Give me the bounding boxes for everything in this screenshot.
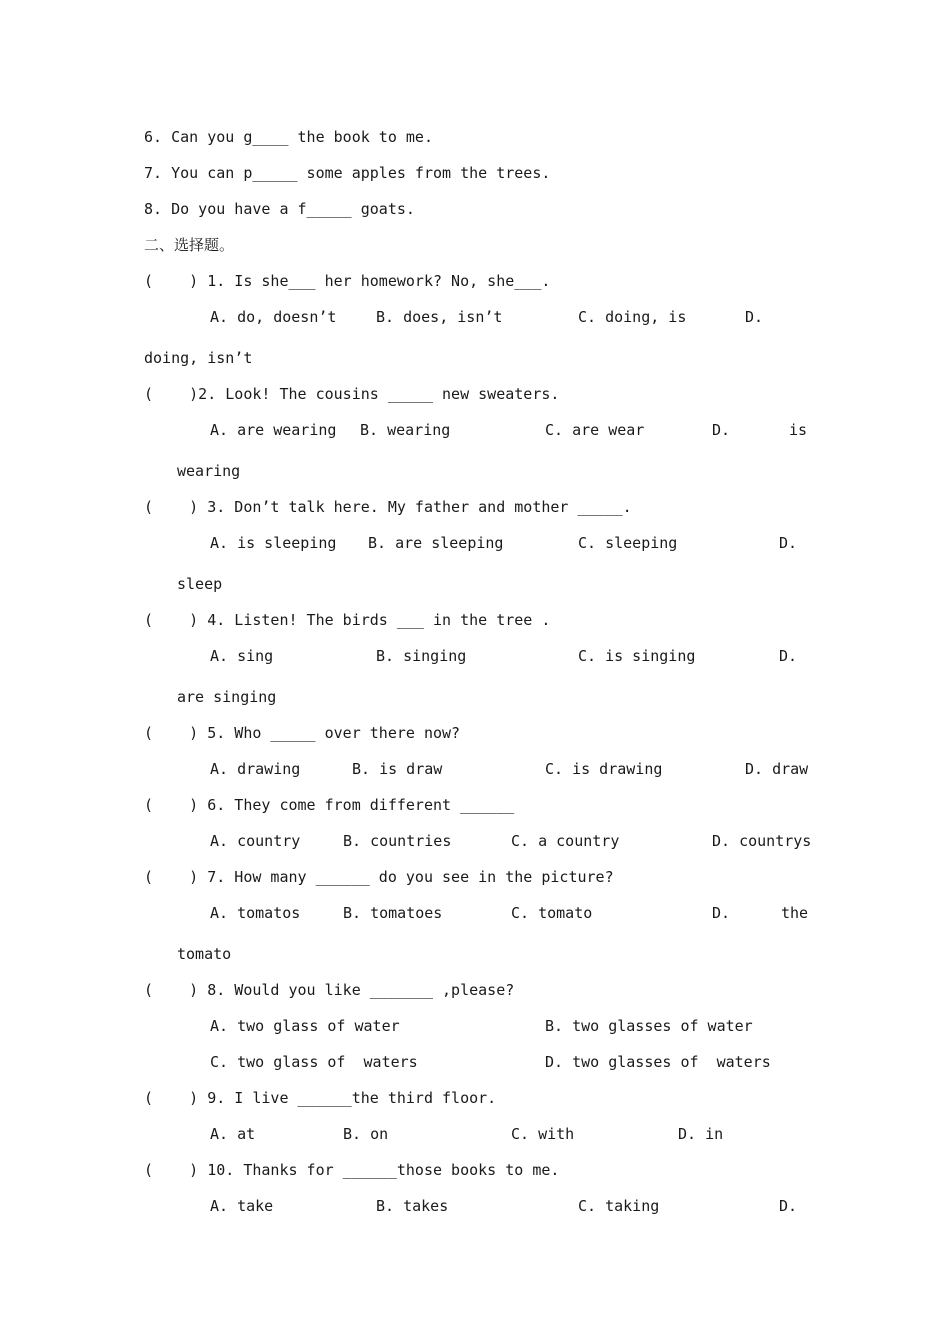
question-stem: ( ) 9. I live ______the third floor. xyxy=(144,1089,497,1107)
option-b: B. tomatoes xyxy=(343,904,443,922)
option-d: D. two glasses of waters xyxy=(545,1053,771,1071)
option-d: D. in xyxy=(678,1125,724,1143)
option-a: A. are wearing xyxy=(210,421,337,439)
option-b: B. two glasses of water xyxy=(545,1017,753,1035)
option-d: D. xyxy=(712,421,731,439)
question-stem: ( ) 7. How many ______ do you see in the picture? xyxy=(144,868,614,886)
option-a: A. two glass of water xyxy=(210,1017,400,1035)
option-d: D. draw xyxy=(745,760,809,778)
option-wrap: are singing xyxy=(177,688,277,706)
option-c: C. tomato xyxy=(511,904,593,922)
option-d: D. xyxy=(745,308,764,326)
option-b: B. on xyxy=(343,1125,389,1143)
option-d: D. countrys xyxy=(712,832,812,850)
fill-item: 6. Can you g____ the book to me. xyxy=(144,128,433,146)
fill-item: 7. You can p_____ some apples from the trees. xyxy=(144,164,551,182)
question-stem: ( ) 8. Would you like _______ ,please? xyxy=(144,981,515,999)
option-b: B. does, isn’t xyxy=(376,308,503,326)
option-c: C. are wear xyxy=(545,421,645,439)
option-d: D. xyxy=(779,534,798,552)
option-b: B. countries xyxy=(343,832,452,850)
option-a: A. take xyxy=(210,1197,274,1215)
question-stem: ( ) 5. Who _____ over there now? xyxy=(144,724,461,742)
section-title: 二、选择题。 xyxy=(144,236,235,254)
option-c: C. two glass of waters xyxy=(210,1053,418,1071)
question-stem: ( ) 1. Is she___ her homework? No, she___. xyxy=(144,272,551,290)
question-stem: ( ) 10. Thanks for ______those books to me. xyxy=(144,1161,560,1179)
option-c: C. is singing xyxy=(578,647,696,665)
option-d-text: the xyxy=(781,904,809,922)
option-b: B. takes xyxy=(376,1197,449,1215)
option-a: A. tomatos xyxy=(210,904,301,922)
fill-item: 8. Do you have a f_____ goats. xyxy=(144,200,415,218)
option-d: D. xyxy=(779,1197,798,1215)
option-c: C. a country xyxy=(511,832,620,850)
question-stem: ( ) 6. They come from different ______ xyxy=(144,796,515,814)
option-c: C. taking xyxy=(578,1197,660,1215)
option-d-text: is xyxy=(789,421,808,439)
option-a: A. at xyxy=(210,1125,256,1143)
option-b: B. wearing xyxy=(360,421,451,439)
question-stem: ( )2. Look! The cousins _____ new sweaters. xyxy=(144,385,560,403)
option-wrap: sleep xyxy=(177,575,223,593)
option-a: A. do, doesn’t xyxy=(210,308,337,326)
option-a: A. is sleeping xyxy=(210,534,337,552)
option-wrap: doing, isn’t xyxy=(144,349,253,367)
option-wrap: tomato xyxy=(177,945,232,963)
option-a: A. country xyxy=(210,832,301,850)
option-c: C. with xyxy=(511,1125,575,1143)
option-c: C. is drawing xyxy=(545,760,663,778)
option-a: A. sing xyxy=(210,647,274,665)
option-d: D. xyxy=(712,904,731,922)
option-b: B. is draw xyxy=(352,760,443,778)
option-c: C. doing, is xyxy=(578,308,687,326)
option-a: A. drawing xyxy=(210,760,301,778)
option-b: B. are sleeping xyxy=(368,534,504,552)
question-stem: ( ) 4. Listen! The birds ___ in the tree . xyxy=(144,611,551,629)
option-d: D. xyxy=(779,647,798,665)
question-stem: ( ) 3. Don’t talk here. My father and mother _____. xyxy=(144,498,632,516)
option-wrap: wearing xyxy=(177,462,241,480)
option-b: B. singing xyxy=(376,647,467,665)
option-c: C. sleeping xyxy=(578,534,678,552)
